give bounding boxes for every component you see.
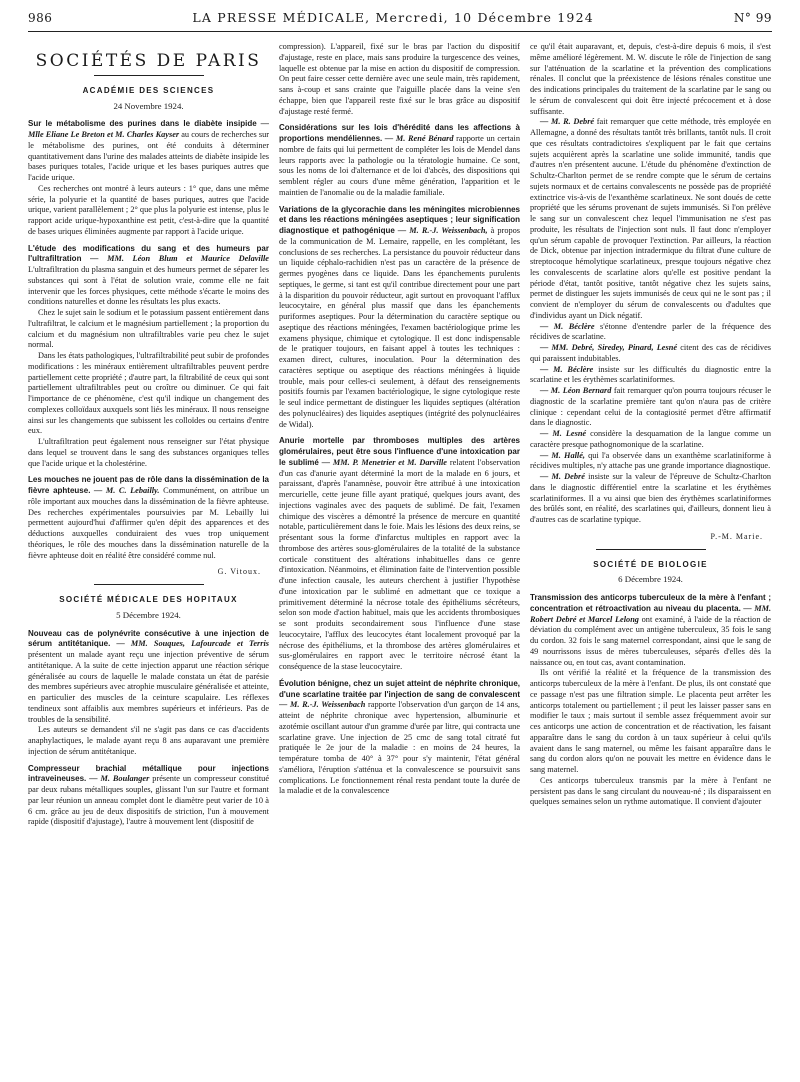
article-text: à propos de la communication de M. Lemaire, rappelle, en les complétant, les conclusions de ses recherches. La persistance du pouvoir réducteur dans un liquide céphalo-rachidien n'est pas un caractère de la présence de germes pyogènes dans ce liquide. Dans les épanchements purulents septiques, le germe, si tant est qu'il contribue directement pour une part à la disparition du pouvoir réducteur, agit surtout en provoquant l'afflux leucocytaire, en général plus massif que dans les épanchements puriformes aseptiques. Pour la détermination du caractère septique ou aseptique des réactions méningées, l'examen bactériologique prime les examens physique, chimique et cytologique. Il est donc indispensable de le pratiquer toujours, en faisant appel à toutes les techniques : examen direct, cultures, inoculation. Pour la détermination des caractères septique ou aseptique des réactions méningées à liquide trouble, mais pour celles-ci seulement, à défaut des renseignements positifs fournis par l'examen bactériologique, le signe cytologique reste le seul indice permettant de distinguer les liquides septiques (altération des polynucléaires) des liquides aseptiques (intégrité des polynucléaires de Widal). — [279, 226, 520, 429]
discussion — [530, 117, 771, 321]
page-number: 986 — [28, 11, 53, 25]
paragraph: Ils ont vérifié la réalité et la fréquence de la transmission des anticorps tuberculeux de la mère à l'enfant. De plus, ils ont constaté que ce passage n'est pas une filtration simple. Le placenta peut arrêter les anticorps totalement ou partiellement ; il peut les laisser passer sans en modifier le taux ; mais surtout il semble assez fréquemment avoir sur ces anticorps une action de concentration et de réactivation, les faisant apparaître dans le sang du cordon à un taux supérieur à celui qu'ils avaient dans le sang maternel, ou même les faisant apparaître dans le sang du cordon alors qu'on ne pouvait les mettre en évidence dans le sang maternel. — [530, 668, 771, 774]
speaker: — M. Lesné — [540, 429, 587, 438]
article-text: présentent un malade ayant reçu une injection préventive de sérum antitétanique. A la suite de cette injection apparut une réaction sérique généralisée au cours de laquelle le malade constata un état de parésie des membres supérieurs avec atrophie musculaire généralisée et atteinte, en particulier des muscles de la ceinture scapulaire. Les réflexes tendineux sont affaiblis aux membres supérieurs et inférieurs. Pas de troubles de la sensibilité. — [28, 650, 269, 724]
discussion — [530, 451, 771, 473]
article — [28, 629, 269, 726]
paragraph: Les auteurs se demandent s'il ne s'agit pas dans ce cas d'accidents anaphylactiques, le malade ayant reçu 8 ans auparavant une première injection de sérum antitétanique. — [28, 725, 269, 756]
article — [28, 119, 269, 184]
discussion-text: considère la desquamation de la langue comme un caractère presque pathognomonique de la scarlatine. — [530, 429, 771, 449]
discussion-text: fait remarquer qu'on pourra toujours récuser le diagnostic de la scarlatine première tant qu'on n'aura pas de critère clinique : cependant celui de la contagiosité permet d'être affirmatif dans le diagnostic. — [530, 386, 771, 428]
article — [530, 593, 771, 668]
article-title: Évolution bénigne, chez un sujet atteint de néphrite chronique, d'une scarlatine traitée par l'injection de sang de convalescent — [279, 678, 520, 699]
article-text: relatent l'observation d'un cas d'anurie ayant déterminé la mort de la malade en 6 jours, et paraissant, d'après l'anamnèse, pouvoir être attribué à une intoxication mercurielle, cette jeune fille ayant pratiqué, quelques jours avant, des injections vaginales avec des paquets de sublimé. De fait, l'examen chimique des viscères a démontré la présence de mercure en quantité notable, particulièrement dans le foie. Mais les lésions des deux reins, se présentant sous la forme d'infarctus multiples en rapport avec la thrombose des artères sous-glomérulaires de la totalité de la substance corticale constituent des altérations inhabituelles dans ce genre d'intoxication. Néanmoins, et élimination faite de l'intervention possible d'une infection causale, les auteurs cherchent à justifier l'hypothèse d'une intoxication par le sublimé en admettant que ce toxique a primitivement déterminé la nécrose totale des épithéliums sécréteurs, selon son mode d'action habituel, mais que les accidents thrombosiques se sont produits secondairement sous l'influence d'une stase leucocytaire, l'afflux des leucocytes étant localement provoqué par la nécrose des épithéliums, et la thrombose des artères glomérulaires et sus-glomérulaires en rapport avec le territoire nécrosé étant la conséquence de la stase leucocytaire. — [279, 457, 520, 671]
discussion — [530, 472, 771, 526]
paragraph: Ces recherches ont montré à leurs auteurs : 1° que, dans une même série, la polyurie et la quantité de bases puriques, autres que l'acide urique, varient parallèlement ; 2° que plus la polyurie est intense, plus le rapport acide urique-hypoxanthine est petit, c'est-à-dire que la quantité de bases uriques éliminées augmente par rapport à l'acide urique. — [28, 183, 269, 236]
paragraph: L'ultrafiltration peut également nous renseigner sur l'état physique dans lequel se trouvent dans le sang des substances organiques telles que l'acide urique et la cholestérine. — [28, 437, 269, 468]
article-authors: — M. Boulanger — [89, 774, 150, 784]
article-authors: — M. René Bénard — [384, 134, 454, 143]
discussion — [530, 343, 771, 365]
article-text: rapporte l'observation d'un garçon de 14 ans, atteint de néphrite chronique avec hypertension, albuminurie et azotémie oscillant autour d'un gramme d'urée par litre, qui contracta une scarlatine grave. Une injection de 25 cmc de sang total citraté fut pratiquée le 2e jour de la maladie : en moins de 24 heures, la température tomba de 40° à 37° pour s'y maintenir, l'état général s'améliora, l'éruption s'atténua et la convalescence se poursuivit sans complications. Le fonctionnement rénal resta pendant toute la durée de la maladie et de la convalescence — [279, 700, 520, 796]
divider — [94, 584, 204, 585]
discussion — [530, 365, 771, 387]
article-text: présente un compresseur constitué par deux rubans métalliques souples, glissant l'un sur l'autre et formant par leur réunion un anneau complet dont le diamètre peut varier de 10 à 6 cm. grâce au jeu de deux dispositifs de striction, l'un à mouvement rapide (dispositif d'ajustage), l'autre à mouvement lent (dispositif de — [28, 774, 269, 827]
article-authors: — MM. Léon Blum et Maurice Delaville — [90, 254, 269, 264]
article-text: au cours de recherches sur le métabolisme des purines, ont été conduits à déterminer quantitativement dans l'urine des malades atteints de diabète insipide les bases puriques totales, l'acide urique et les bases puriques autres que l'acide urique. — [28, 130, 269, 182]
article-authors: — MM. Souques, Lafourcade et Terris — [116, 639, 269, 649]
paragraph: Ces anticorps tuberculeux transmis par la mère à l'enfant ne persistent pas dans le sang circulant du nouveau-né ; ils disparaissent en quelques semaines selon un rythme automatique. Il convient d'ajouter — [530, 775, 771, 807]
article-authors: — M. R.-J. Weissenbach, — [397, 226, 488, 235]
article-title: Les mouches ne jouent pas de rôle dans la dissémination de la fièvre aphteuse. — [28, 475, 269, 495]
article-title: L'étude des modifications du sang et des humeurs par l'ultrafiltration — [28, 243, 269, 264]
discussion-text: qui l'a observée dans un exanthème scarlatiniforme à récidives multiples, n'y attache pas une grande importance diagnostique. — [530, 450, 771, 471]
paragraph: Dans les états pathologiques, l'ultrafiltrabilité peut subir de profondes modifications : les minéraux entièrement ultrafiltrables peuvent perdre partiellement cette propriété ; d'autre part, la filtrabilité de ceux qui sont partiellement ultrafiltrables peut ou croître ou diminuer. Ce qui fait l'importance de ce phénomène, c'est qu'il indique un changement des complexes colloïdaux auxquels sont liés les minéraux. Il nous renseigne ainsi sur les changements que subissent les colloïdes ou certains d'entre eux. — [28, 351, 269, 436]
article — [279, 123, 520, 198]
article-authors: — Mlle Eliane Le Breton et M. Charles Kayser — [28, 119, 269, 139]
article-title: Transmission des anticorps tuberculeux de la mère à l'enfant ; concentration et rétroactivation au niveau du placenta. — [530, 593, 771, 613]
discussion-text: citent des cas de récidives qui paraissent indubitables. — [530, 343, 771, 363]
speaker: — M. Béclère — [540, 364, 594, 374]
article-title: Considérations sur les lois d'hérédité dans les affections à proportions mendéliennes. — [279, 123, 520, 143]
society-heading: ACADÉMIE DES SCIENCES — [82, 85, 215, 95]
session-date: 6 Décembre 1924. — [618, 574, 683, 585]
article — [279, 679, 520, 797]
newspaper-page — [28, 10, 772, 1076]
session-date: 5 Décembre 1924. — [116, 609, 181, 620]
article-title: Sur le métabolisme des purines dans le diabète insipide — [28, 119, 257, 129]
page-header — [28, 10, 772, 32]
discussion — [530, 429, 771, 451]
article — [279, 436, 520, 673]
speaker: — M. R. Debré — [540, 117, 595, 127]
signature: P.-M. Marie. — [710, 531, 763, 541]
paragraph: compression). L'appareil, fixé sur le bras par l'action du dispositif d'ajustage, reste en place, mais sans produire la turgescence des veines, laquelle est obtenue par la mise en action du dispositif de compression. On peut faire cesser cette dernière avec une seule main, très rapidement, sans à-coup et sans crainte que l'aiguille placée dans la veine s'en échappe, bien que l'appareil reste fixé sur le bras grâce au dispositif d'ajustage resté fermé. — [279, 42, 520, 116]
article-authors: — M. R.-J. Weissenbach — [279, 700, 366, 710]
discussion-text: insiste sur la valeur de l'épreuve de Schultz-Charlton dans le diagnostic différentiel entre la scarlatine et les érythèmes scarlatiniformes. Il a vu ainsi que bien des érythèmes scarlatiniformes des brûlés sont, en réalité, des scarlatines qui, d'ailleurs, donnent lieu à d'autres cas de scarlatine typique. — [530, 472, 771, 524]
discussion — [530, 386, 771, 429]
column-3 — [530, 42, 771, 1076]
column-2 — [279, 42, 520, 1076]
section-title: SOCIÉTÉS DE PARIS — [35, 51, 262, 71]
discussion — [530, 322, 771, 344]
paragraph: Chez le sujet sain le sodium et le potassium passent entièrement dans l'ultrafiltrat, le calcium et le magnésium partiellement ; la proportion du calcium et du magnésium non ultrafiltrables varie peu chez le sujet normal. — [28, 308, 269, 350]
speaker: — M. Hallé, — [540, 450, 585, 460]
discussion-text: s'étonne d'entendre parler de la fréquence des récidives de scarlatine. — [530, 321, 771, 342]
divider — [94, 75, 204, 76]
article-title: Anurie mortelle par thromboses multiples des artères glomérulaires, peut être sous l'influence d'une intoxication par le sublimé — [279, 436, 520, 467]
paragraph: ce qu'il était auparavant, et, depuis, c'est-à-dire depuis 6 mois, il s'est même amélioré légèrement. M. W. discute le rôle de l'injection de sang sur l'atténuation de la scarlatine et la prévention des complications rénales. Il conclut que la préexistence de lésions rénales constitue une des indications principales du traitement de la scarlatine par le sang ou le sérum de convalescent qui doit être injecté précocement et à dose suffisante. — [530, 42, 771, 116]
article-title: Variations de la glycorachie dans les méningites microbiennes et dans les réactions méningées aseptiques ; leur signification diagnostique et pathogénique — [279, 204, 520, 235]
article — [28, 764, 269, 829]
society-heading: SOCIÉTÉ MÉDICALE DES HOPITAUX — [59, 595, 238, 604]
article-text: ont examiné, à l'aide de la réaction de déviation du complément avec un antigène tuberculeux, 35 fois le sang du cordon. 32 fois le sang maternel correspondant, ainsi que le sang de 49 nourrissons issus de mères tuberculeuses, séparés d'elles dès la naissance ou, en tout cas, avant contamination. — [530, 614, 771, 667]
speaker: — MM. Debré, Siredey, Pinard, Lesné — [540, 343, 678, 352]
article-text: Communément, on attribue un rôle important aux mouches dans la dissémination de la fièvre aphteuse. Des recherches expérimentales poursuivies par M. Lebailly lui permettent aujourd'hui d'affirmer qu'en dépit des apparences et des déductions auxquelles conduiraient des vues trop uniquement théoriques, le rôle des mouches dans la dissémination naturelle de la fièvre aphteuse doit en réalité être considéré comme nul. — [28, 486, 269, 560]
speaker: — M. Léon Bernard — [540, 386, 612, 395]
article — [28, 244, 269, 309]
session-date: 24 Novembre 1924. — [113, 100, 184, 111]
article — [28, 475, 269, 561]
article-authors: — M. C. Lebailly. — [94, 486, 160, 495]
speaker: — M. Béclère — [540, 321, 595, 331]
article-text: rapporte un certain nombre de faits qui lui permettent de compléter les lois de Mendel dans leurs rapports avec la pathologie ou la tératologie humaine. Ce sont, sous les noms de loi d'alternance et de loi d'abcès, des dispositions qui semblent régler au cours d'une même génération, l'apparition et le maintien de l'anomalie ou de la maladie familiale. — [279, 134, 520, 197]
article-text: L'ultrafiltration du plasma sanguin et des humeurs permet de séparer les substances qui sont à l'état de solution vraie, comme elle ne fait intervenir que les forces physiques, cette méthode s'écarte le moins des conditions naturelles et donne les résultats les plus exacts. — [28, 265, 269, 307]
society-heading: SOCIÉTÉ DE BIOLOGIE — [593, 559, 708, 569]
article-authors: — MM. Robert Debré et Marcel Lelong — [530, 603, 771, 624]
speaker: — M. Debré — [540, 472, 585, 481]
discussion-text: fait remarquer que cette méthode, très employée en Allemagne, a donné des résultats tantôt très brillants, tantôt nuls. Il croit que ces résultats contradictoires s'expliquent par le fait que certains sujets acquièrent après la scarlatine une solide immunité, tandis que d'autres n'en présentent aucune. L'étude du phénomène d'extinction de Schultz-Charlton permet de se rendre compte que le sérum de certains sujets normaux et de certains convalescents ne possède pas de propriété extinctrice vis-à-vis de l'exanthème scarlatineux. Ne sont doués de cette propriété que les sérums provenant de sujets immunisés. Si l'on prélève le sang sur un convalescent chez lequel l'immunisation ne s'est pas produite, les résultats de l'injection sont nuls. Il faut donc n'employer qu'un sérum capable de provoquer l'extinction. Par ailleurs, la réaction de Dick, obtenue par injection intradermique du filtrat d'une culture de streptocoque hémolytique scarlatineux, presque toujours négative chez les convalescents de scarlatine alors qu'elle est positive pendant la période d'état, tantôt positive, tantôt négative chez les sujets sains, permet de distinguer les sujets immunisés de ceux qui ne le sont pas ; il convient de n'employer du sérum de convalescents ou d'adultes que d'individus ayant un Dick négatif. — [530, 117, 771, 320]
divider — [596, 549, 706, 550]
column-1 — [28, 42, 269, 1076]
issue-number: N° 99 — [733, 11, 772, 25]
publication-title: LA PRESSE MÉDICALE, Mercredi, 10 Décembre 1924 — [192, 10, 594, 25]
article-authors: — MM. P. Menetrier et M. Darville — [321, 457, 447, 467]
article — [279, 205, 520, 431]
article-title: Compresseur brachial métallique pour injections intraveineuses. — [28, 763, 269, 784]
signature: G. Vitoux. — [217, 567, 261, 577]
article-title: Nouveau cas de polynévrite consécutive à une injection de sérum antitétanique. — [28, 628, 269, 649]
discussion-text: insiste sur les difficultés du diagnostic entre la scarlatine et les érythèmes scarlatiniformes. — [530, 364, 771, 385]
